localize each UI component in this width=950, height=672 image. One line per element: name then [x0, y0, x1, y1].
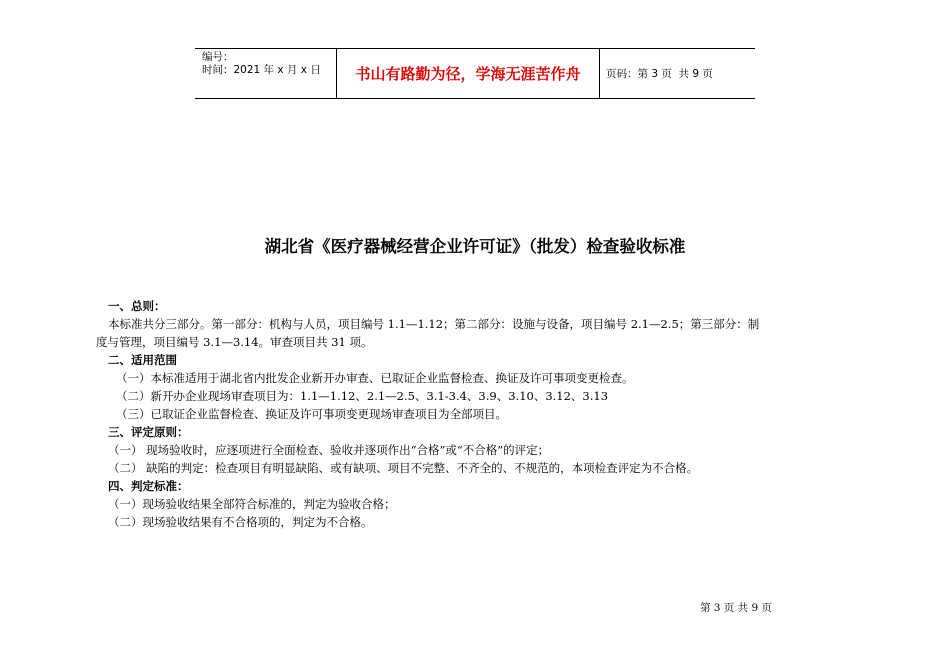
criteria-item-1: （一）现场验收结果全部符合标准的，判定为验收合格；: [108, 497, 396, 511]
number-label: 编号：: [202, 51, 234, 63]
section-scope-heading: 二、适用范围: [108, 353, 177, 367]
criteria-item-2: （二）现场验收结果有不合格项的，判定为不合格。: [108, 515, 373, 529]
document-title: 湖北省《医疗器械经营企业许可证》（批发）检查验收标准: [264, 237, 686, 256]
section-general-text-line2: 度与管理，项目编号 3.1—3.14。审查项目共 31 项。: [96, 335, 373, 349]
scope-item-1: （一）本标准适用于湖北省内批发企业新开办审查、已取证企业监督检查、换证及许可事项变更检查。: [116, 371, 634, 385]
section-criteria-heading: 四、判定标准：: [108, 479, 189, 493]
principles-item-1: （一） 现场验收时，应逐项进行全面检查、验收并逐项作出“合格”或“不合格”的评定；: [108, 443, 550, 457]
section-general-text-line1: 本标准共分三部分。第一部分：机构与人员，项目编号 1.1—1.12；第二部分：设施与设备，项目编号 2.1—2.5；第三部分：制: [108, 317, 760, 331]
scope-item-3: （三）已取证企业监督检查、换证及许可事项变更现场审查项目为全部项目。: [116, 407, 507, 421]
document-header: [195, 48, 755, 99]
header-motto: 书山有路勤为径，学海无涯苦作舟: [337, 49, 600, 98]
time-label: 时间：2021 年 x 月 x 日: [202, 64, 321, 76]
header-meta-cell: [195, 49, 337, 98]
page-footer: 第 3 页 共 9 页: [699, 602, 772, 614]
principles-item-2: （二） 缺陷的判定：检查项目有明显缺陷、或有缺项、项目不完整、不齐全的、不规范的，本项检查评定为不合格。: [108, 461, 699, 475]
scope-item-2: （二）新开办企业现场审查项目为：1.1—1.12、2.1—2.5、3.1-3.4、3.9、3.10、3.12、3.13: [116, 389, 609, 403]
section-principles-heading: 三、评定原则：: [108, 425, 189, 439]
section-general-heading: 一、总则：: [108, 299, 166, 313]
header-page-label: 页码：第 3 页 共 9 页: [606, 68, 713, 80]
document-body: [96, 297, 848, 531]
